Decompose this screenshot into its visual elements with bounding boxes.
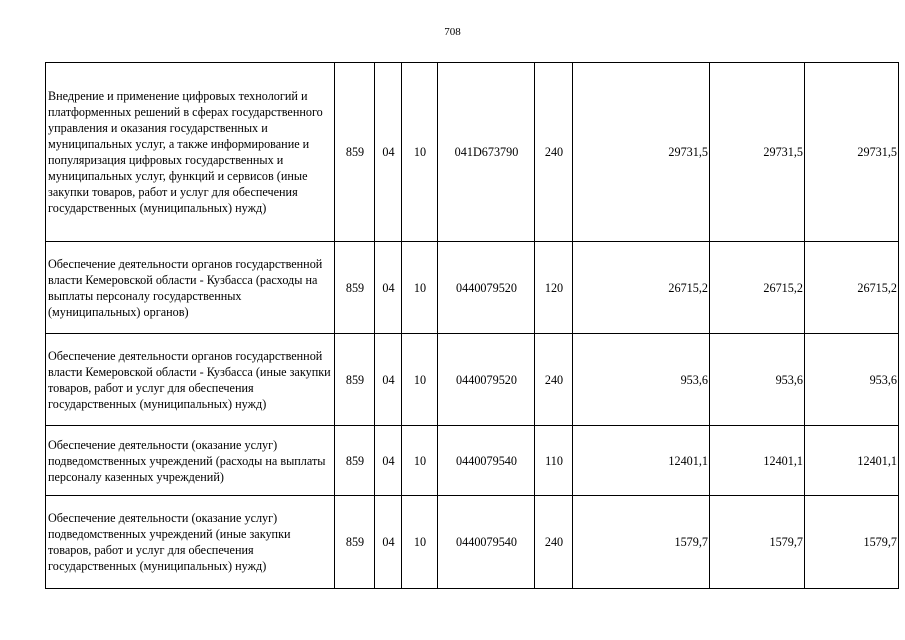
subsection-code: 10 (402, 63, 438, 242)
amount-year-2: 29731,5 (710, 63, 805, 242)
amount-year-3: 12401,1 (805, 426, 899, 496)
target-article-code: 0440079520 (438, 242, 535, 334)
amount-year-1: 12401,1 (573, 426, 710, 496)
section-code: 04 (375, 242, 402, 334)
subsection-code: 10 (402, 426, 438, 496)
amount-year-2: 1579,7 (710, 496, 805, 589)
amount-year-1: 26715,2 (573, 242, 710, 334)
ministry-code: 859 (335, 334, 375, 426)
table-row (46, 334, 899, 426)
expense-name: Внедрение и применение цифровых технологий и платформенных решений в сферах государственного управления и оказания государственных и муниципальных услуг, а также информирование и популяризация цифровых государственных и муниципальных услуг, функций и сервисов (иные закупки товаров, работ и услуг для обеспечения государственных (муниципальных) нужд) (46, 63, 335, 242)
table-row (46, 496, 899, 589)
amount-year-3: 29731,5 (805, 63, 899, 242)
expense-type-code: 120 (535, 242, 573, 334)
amount-year-1: 29731,5 (573, 63, 710, 242)
expense-name: Обеспечение деятельности (оказание услуг) подведомственных учреждений (расходы на выплаты персоналу казенных учреждений) (46, 426, 335, 496)
target-article-code: 041D673790 (438, 63, 535, 242)
table-row (46, 426, 899, 496)
section-code: 04 (375, 426, 402, 496)
amount-year-3: 26715,2 (805, 242, 899, 334)
section-code: 04 (375, 63, 402, 242)
ministry-code: 859 (335, 426, 375, 496)
expense-type-code: 110 (535, 426, 573, 496)
ministry-code: 859 (335, 63, 375, 242)
table-row (46, 63, 899, 242)
section-code: 04 (375, 496, 402, 589)
page-number: 708 (444, 26, 461, 38)
ministry-code: 859 (335, 496, 375, 589)
expense-name: Обеспечение деятельности (оказание услуг) подведомственных учреждений (иные закупки товаров, работ и услуг для обеспечения государственных (муниципальных) нужд) (46, 496, 335, 589)
ministry-code: 859 (335, 242, 375, 334)
target-article-code: 0440079540 (438, 496, 535, 589)
subsection-code: 10 (402, 334, 438, 426)
target-article-code: 0440079540 (438, 426, 535, 496)
target-article-code: 0440079520 (438, 334, 535, 426)
expense-name: Обеспечение деятельности органов государственной власти Кемеровской области - Кузбасса (иные закупки товаров, работ и услуг для обеспечения государственных (муниципальных) нужд) (46, 334, 335, 426)
amount-year-1: 1579,7 (573, 496, 710, 589)
expense-name: Обеспечение деятельности органов государственной власти Кемеровской области - Кузбасса (расходы на выплаты персоналу государственных (муниципальных) органов) (46, 242, 335, 334)
expense-type-code: 240 (535, 63, 573, 242)
amount-year-2: 953,6 (710, 334, 805, 426)
expense-type-code: 240 (535, 496, 573, 589)
budget-table (45, 62, 899, 589)
amount-year-3: 1579,7 (805, 496, 899, 589)
section-code: 04 (375, 334, 402, 426)
amount-year-3: 953,6 (805, 334, 899, 426)
expense-type-code: 240 (535, 334, 573, 426)
amount-year-2: 26715,2 (710, 242, 805, 334)
amount-year-1: 953,6 (573, 334, 710, 426)
subsection-code: 10 (402, 242, 438, 334)
table-row (46, 242, 899, 334)
amount-year-2: 12401,1 (710, 426, 805, 496)
subsection-code: 10 (402, 496, 438, 589)
